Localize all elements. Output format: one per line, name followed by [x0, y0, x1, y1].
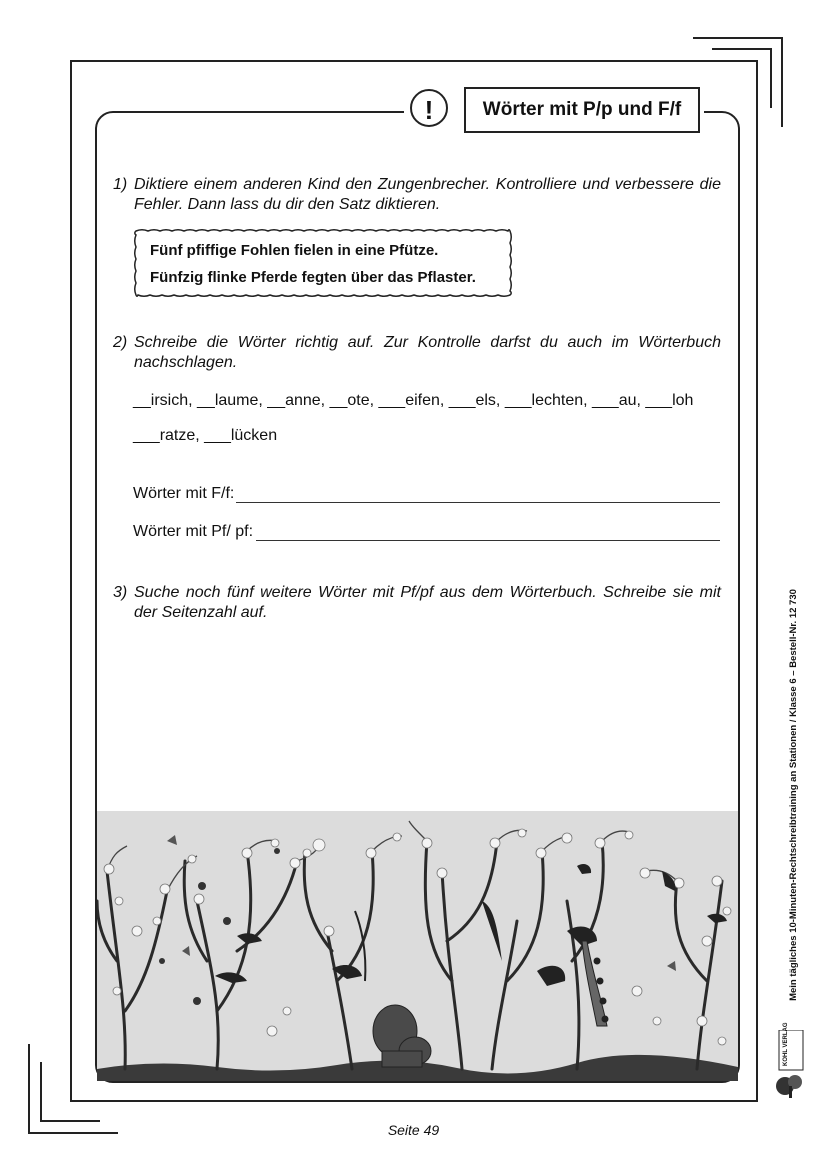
- tongue-twister-line-1: Fünf pfiffige Fohlen fielen in eine Pfütze.: [150, 242, 439, 259]
- task-instruction: Schreibe die Wörter richtig auf. Zur Kontrolle darfst du auch im Wörterbuch nachschlagen.: [134, 334, 721, 371]
- corner-deco-bottom-left: [28, 1044, 30, 1134]
- task-2: [113, 333, 721, 373]
- tongue-twister-line-2: Fünfzig flinke Pferde fegten über das Pflaster.: [150, 269, 476, 286]
- task-number: 2): [113, 334, 128, 351]
- gap-words-line-1: __irsich, __laume, __anne, __ote, ___eifen, ___els, ___lechten, ___au, ___loh: [133, 392, 694, 409]
- corner-deco-top-right: [693, 37, 783, 39]
- tongue-twister-box: [133, 228, 513, 298]
- task-number: 1): [113, 176, 128, 193]
- side-order-text: Mein tägliches 10-Minuten-Rechtschreibtraining an Stationen / Klasse 6 – Bestell-Nr. 12 730: [788, 589, 799, 1001]
- write-line-f[interactable]: [236, 502, 720, 503]
- write-line-pf[interactable]: [256, 540, 720, 541]
- task-1: [113, 175, 721, 215]
- task-number: 3): [113, 584, 128, 601]
- publisher-tree-icon: [773, 1030, 809, 1100]
- task-instruction: Suche noch fünf weitere Wörter mit Pf/pf aus dem Wörterbuch. Schreibe sie mit der Seitenzahl auf.: [134, 584, 721, 621]
- gap-words-line-2: ___ratze, ___lücken: [133, 427, 278, 444]
- publisher-name: KOHL VERLAG: [783, 1022, 789, 1066]
- write-label-pf: Wörter mit Pf/ pf:: [133, 523, 254, 540]
- corner-deco-top-right: [770, 48, 772, 108]
- write-label-f: Wörter mit F/f:: [133, 485, 235, 502]
- garden-birds-illustration: [97, 811, 738, 1081]
- corner-deco-top-right: [781, 37, 783, 127]
- task-3: [113, 583, 721, 623]
- task-instruction: Diktiere einem anderen Kind den Zungenbrecher. Kontrolliere und verbessere die Fehler. Dann lass du dir den Satz diktieren.: [134, 176, 721, 213]
- exclamation-icon: !: [410, 89, 448, 127]
- decorative-garden-illustration: [97, 811, 738, 1081]
- page-number: Seite 49: [387, 1122, 440, 1138]
- corner-deco-bottom-left: [40, 1062, 42, 1122]
- worksheet-title: Wörter mit P/p und F/f: [464, 87, 700, 133]
- wavy-border-icon: [133, 228, 513, 298]
- corner-deco-top-right: [712, 48, 772, 50]
- publisher-logo: [773, 1022, 809, 1100]
